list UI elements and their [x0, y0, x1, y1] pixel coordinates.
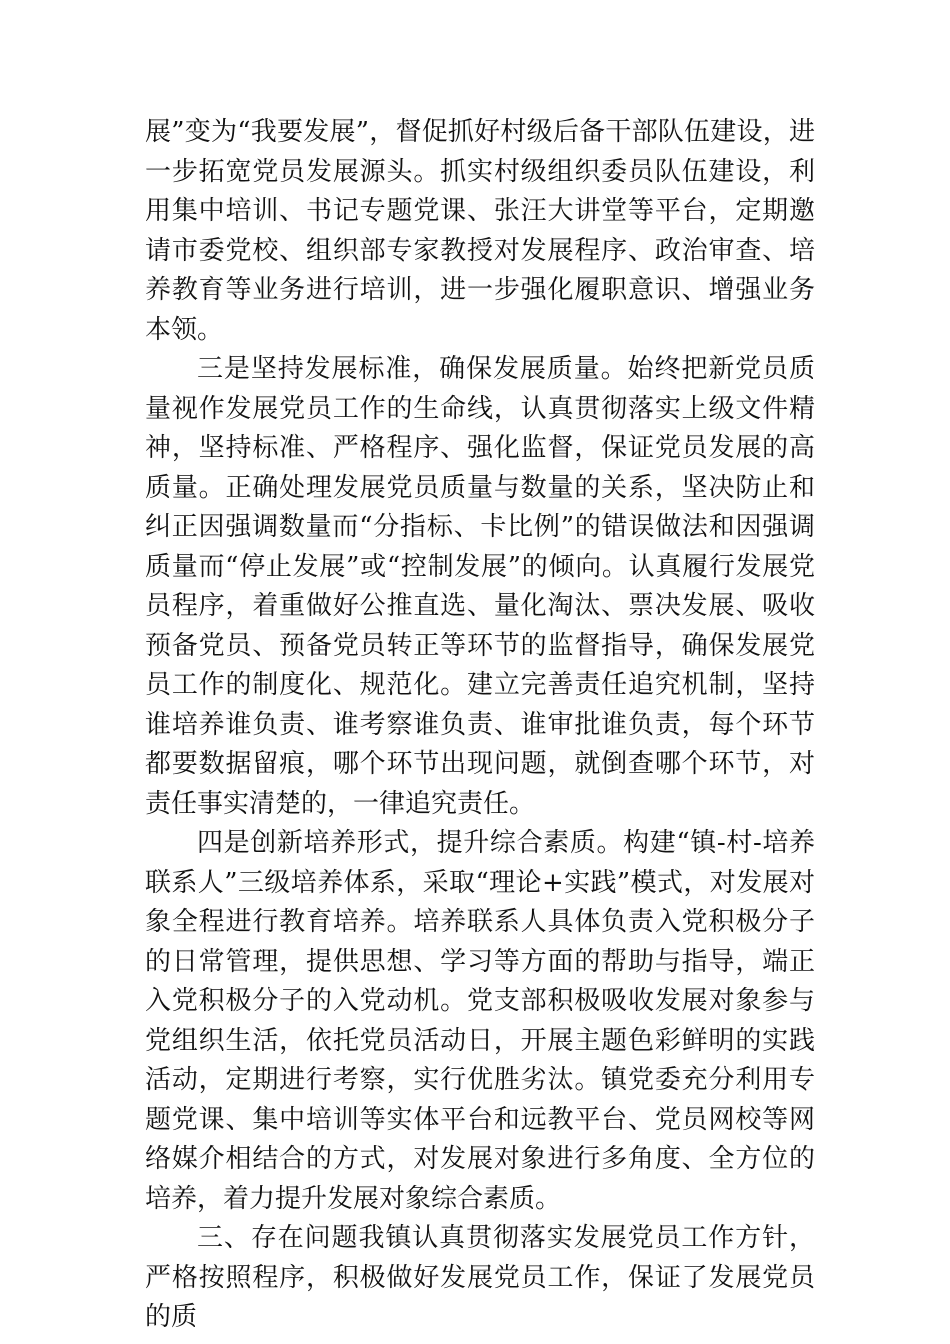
paragraph-training-innovation: 四是创新培养形式，提升综合素质。构建“镇-村-培养联系人”三级培养体系，采取“理论+实践”模式，对发展对象全程进行教育培养。培养联系人具体负责入党积极分子的日常管理，提供思想、学习等方面的帮助与指导，端正入党积极分子的入党动机。党支部积极吸收发展对象参与党组织生活，依托党员活动日，开展主题色彩鲜明的实践活动，定期进行考察，实行优胜劣汰。镇党委充分利用专题党课、集中培训等实体平台和远教平台、党员网校等网络媒介相结合的方式，对发展对象进行多角度、全方位的培养，着力提升发展对象综合素质。: [145, 828, 815, 1214]
paragraph-development-standards: 三是坚持发展标准，确保发展质量。始终把新党员质量视作发展党员工作的生命线，认真贯彻落实上级文件精神，坚持标准、严格程序、强化监督，保证党员发展的高质量。正确处理发展党员质量与数量的关系，坚决防止和纠正因强调数量而“分指标、卡比例”的错误做法和因强调质量而“停止发展”或“控制发展”的倾向。认真履行发展党员程序，着重做好公推直选、量化淘汰、票决发展、吸收预备党员、预备党员转正等环节的监督指导，确保发展党员工作的制度化、规范化。建立完善责任追究机制，坚持谁培养谁负责、谁考察谁负责、谁审批谁负责，每个环节都要数据留痕，哪个环节出现问题，就倒查哪个环节，对责任事实清楚的，一律追究责任。: [145, 354, 815, 819]
document-body: [145, 113, 815, 1338]
paragraph-continuation: 展”变为“我要发展”，督促抓好村级后备干部队伍建设，进一步拓宽党员发展源头。抓实村级组织委员队伍建设，利用集中培训、书记专题党课、张汪大讲堂等平台，定期邀请市委党校、组织部专家教授对发展程序、政治审查、培养教育等业务进行培训，进一步强化履职意识、增强业务本领。: [145, 117, 815, 345]
paragraph-existing-problems: 三、存在问题我镇认真贯彻落实发展党员工作方针，严格按照程序，积极做好发展党员工作，保证了发展党员的质: [145, 1223, 815, 1332]
